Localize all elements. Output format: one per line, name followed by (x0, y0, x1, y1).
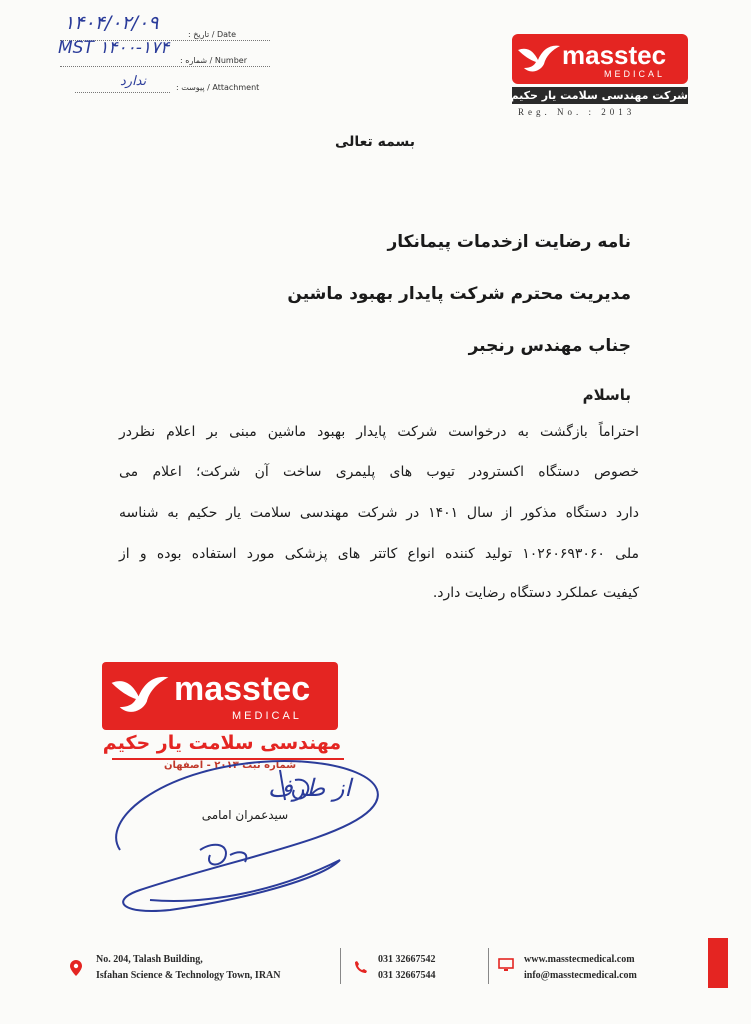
address-line1: No. 204, Talash Building, (96, 954, 203, 965)
phone-icon (354, 960, 368, 974)
signature-scribble (80, 740, 400, 920)
footer-red-accent (708, 938, 728, 988)
location-pin-icon (70, 960, 82, 976)
stamp-brand: masstec (174, 670, 311, 708)
date-label: : تاریخ / Date (188, 30, 237, 39)
recipient-company: مدیریت محترم شرکت پایدار بهبود ماشین (287, 284, 631, 304)
body-line: ملی ۱۰۲۶۰۶۹۳۰۶۰ تولید کننده انواع کاتتر های پزشکی مورد استفاده بوده و از (119, 546, 639, 562)
signer-handwritten: از طرف (268, 774, 352, 802)
logo-red-box (512, 34, 688, 84)
footer-divider (488, 948, 489, 984)
greeting: باسلام (582, 386, 631, 404)
stamp-reg-line: شماره ثبت ۲۰۱۳ - اصفهان (163, 760, 297, 771)
body-line: دارد دستگاه مذکور از سال ۱۴۰۱ در شرکت مهندسی سلامت یار حکیم به شناسه (119, 505, 639, 521)
phone-number: 031 32667544 (378, 970, 436, 981)
signer-name: سیدعمران امامی (201, 808, 289, 822)
stamp-company-fa: مهندسی سلامت یار حکیم (102, 732, 342, 754)
date-value: ۱۴۰۴/۰۲/۰۹ (64, 12, 159, 34)
monitor-icon (498, 958, 514, 972)
logo-reg-number: Reg. No. : 2013 (518, 107, 636, 117)
body-line-last: کیفیت عملکرد دستگاه رضایت دارد. (432, 585, 639, 601)
stamp-red-box (102, 662, 338, 730)
body-line: احتراماً بازگشت به درخواست شرکت پایدار بهبود ماشین مبنی بر اعلام نظردر (119, 424, 639, 440)
attachment-label: : پیوست / Attachment (176, 83, 260, 92)
bird-icon (108, 672, 172, 718)
logo-company-fa: شرکت مهندسی سلامت یار حکیم (510, 89, 688, 102)
number-label: : شماره / Number (180, 56, 247, 65)
salutation-top: بسمه تعالی (334, 134, 416, 150)
recipient-person: جناب مهندس رنجبر (468, 336, 631, 356)
phone-number: 031 32667542 (378, 954, 436, 965)
logo-subtitle: MEDICAL (604, 69, 666, 79)
email: info@masstecmedical.com (524, 970, 637, 981)
website: www.masstecmedical.com (524, 954, 635, 965)
stamp-subtitle: MEDICAL (232, 710, 302, 722)
footer-divider (340, 948, 341, 984)
attachment-value: ندارد (120, 74, 147, 89)
logo-brand: masstec (562, 40, 667, 70)
number-value: MST ۱۴۰۰-۱۷۴ (58, 38, 170, 58)
bird-icon (516, 42, 562, 76)
body-line: خصوص دستگاه اکسترودر تیوب های پلیمری ساخت آن شرکت؛ اعلام می (119, 464, 639, 480)
address-line2: Isfahan Science & Technology Town, IRAN (96, 970, 281, 981)
letter-title: نامه رضایت ازخدمات پیمانکار (387, 232, 631, 252)
